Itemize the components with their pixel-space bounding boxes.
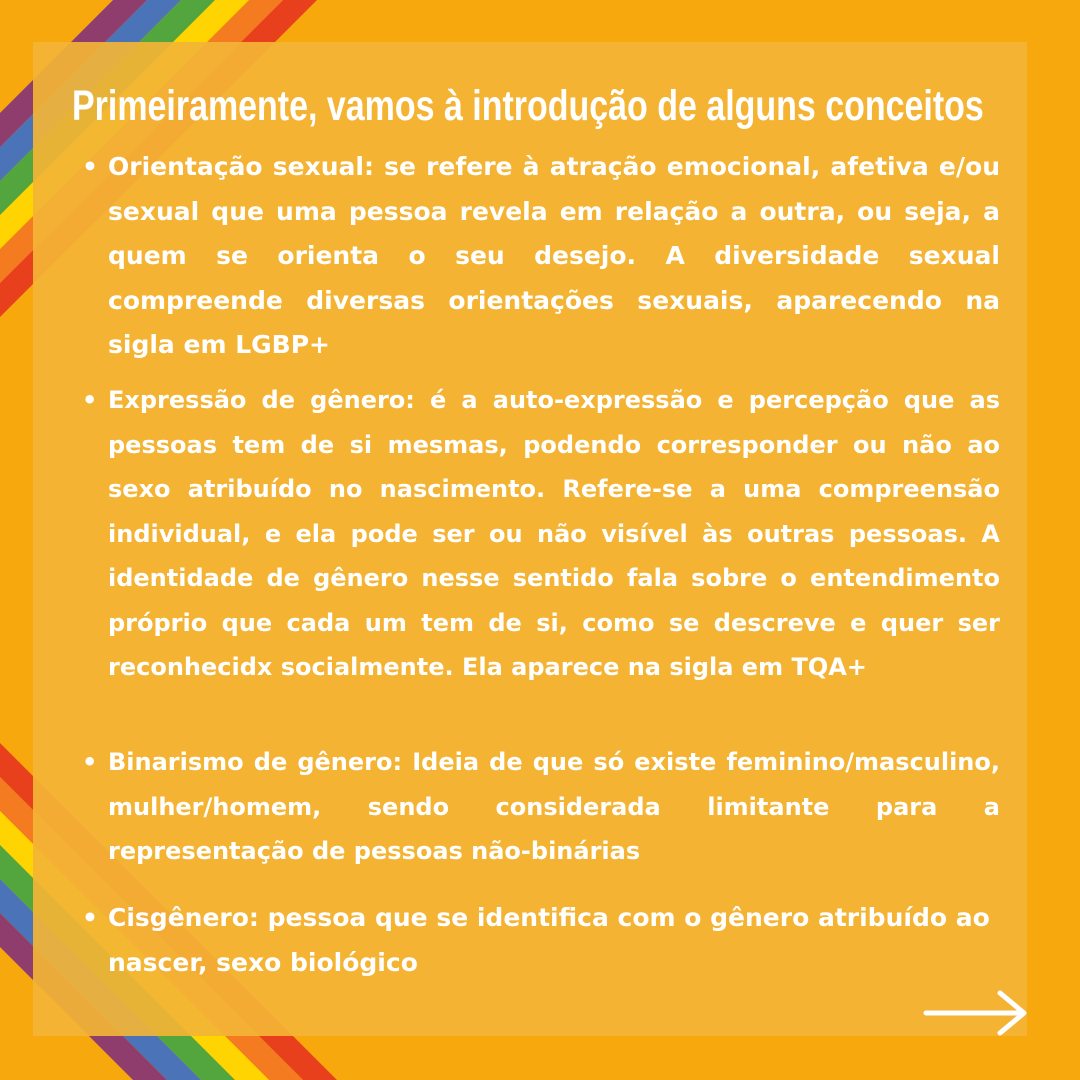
- concept-text: Orientação sexual: se refere à atração emocional, afetiva e/ou sexual que uma pessoa revela em relação a outra, ou seja, a quem se orienta o seu desejo. A diversidade sexual compreende diversas orientações sexuais, aparecendo na sigla em LGBP+: [108, 152, 1000, 359]
- concept-text: Cisgênero: pessoa que se identifica com o gênero atribuído ao nascer, sexo biológico: [108, 903, 990, 977]
- page-title: Primeiramente, vamos à introdução de alguns conceitos: [72, 82, 984, 130]
- bullet-icon: •: [82, 903, 98, 932]
- bullet-icon: •: [82, 152, 98, 181]
- concept-text: Expressão de gênero: é a auto-expressão e percepção que as pessoas tem de si mesmas, podendo corresponder ou não ao sexo atribuído no nascimento. Refere-se a uma compreensão individual, e ela pode ser ou não visível às outras pessoas. A identidade de gênero nesse sentido fala sobre o entendimento próprio que cada um tem de si, como se descreve e quer ser reconhecidx socialmente. Ela aparece na sigla em TQA+: [108, 386, 1000, 681]
- concept-item-binarismo-de-genero: [82, 740, 1000, 874]
- bullet-icon: •: [82, 386, 98, 414]
- concept-item-cisgenero: [82, 896, 1000, 985]
- bullet-icon: •: [82, 748, 98, 776]
- arrow-right-icon[interactable]: [922, 988, 1032, 1038]
- concept-item-orientacao-sexual: [82, 145, 1000, 368]
- concept-text: Binarismo de gênero: Ideia de que só existe feminino/masculino, mulher/homem, sendo considerada limitante para a representação de pessoas não-binárias: [108, 748, 1000, 865]
- concept-item-expressao-de-genero: [82, 378, 1000, 690]
